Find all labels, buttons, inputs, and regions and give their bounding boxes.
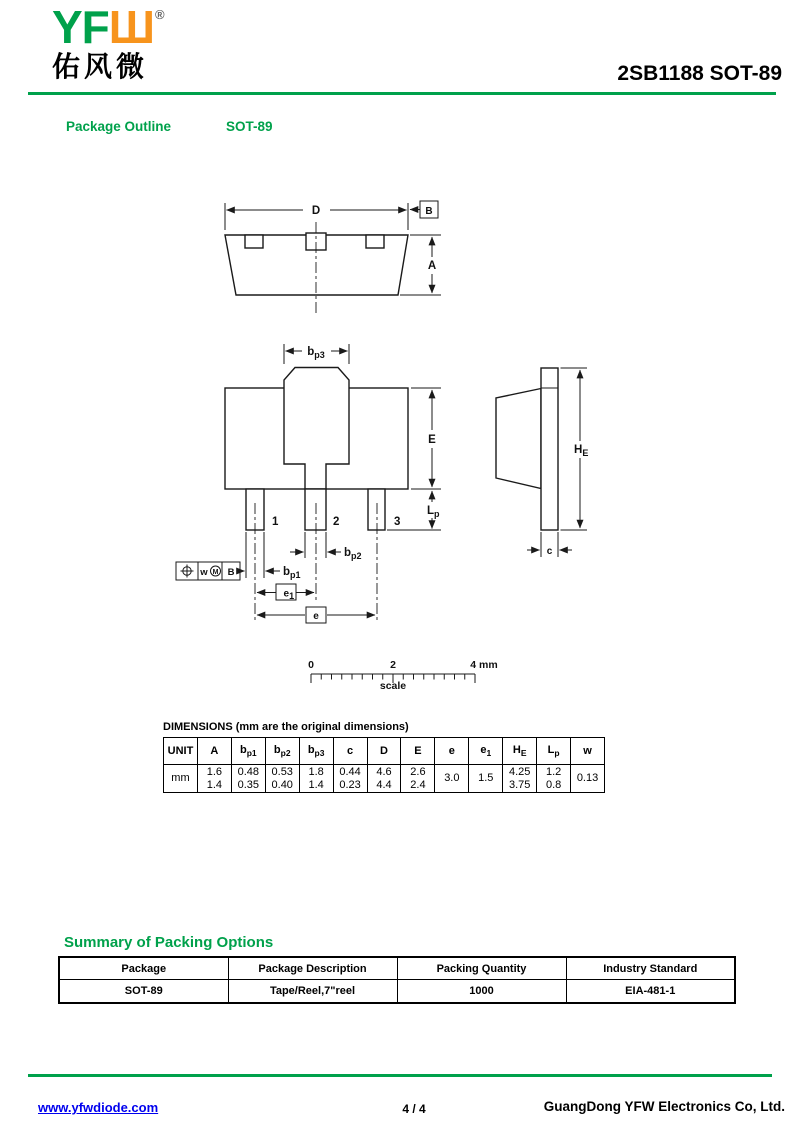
website-link[interactable]: www.yfwdiode.com [38,1100,159,1115]
dimensions-header-row [164,738,605,765]
packing-cell-description: Tape/Reel,7"reel [228,980,397,1004]
packing-options-title: Summary of Packing Options [64,934,274,951]
packing-col-quantity: Packing Quantity [397,957,566,980]
cell-e1: 1.5 [469,765,503,793]
dim-label-bp1: $b_{p1}$ [283,566,301,580]
document-title: 2SB1188 SOT-89 [617,62,782,85]
packing-data-row [59,980,735,1004]
section-heading: Package Outline [66,119,172,134]
col-HE: $H_E$ [503,738,537,765]
col-c: c [333,738,367,765]
cell-bp3: 1.8 1.4 [299,765,333,793]
position-tolerance-icon [181,565,194,578]
feature-control-frame [176,562,240,580]
dim-label-Lp: $L_p$ [427,505,440,519]
top-view-lead1-notch [245,235,263,248]
pin-number-1: 1 [272,516,279,528]
side-view-tab-lead-outline [541,368,558,530]
cell-bp2: 0.53 0.40 [265,765,299,793]
dimensions-value-row [164,765,605,793]
cell-bp1: 0.48 0.35 [231,765,265,793]
packing-options-block [58,934,736,1004]
scale-tick-2: 2 [390,659,396,671]
dim-label-bp3: $b_{p3}$ [307,346,325,360]
col-w: w [571,738,605,765]
cell-c: 0.44 0.23 [333,765,367,793]
dimensions-block [163,721,605,793]
col-Lp: $L_p$ [537,738,571,765]
dim-label-c: c [546,546,553,557]
mmc-icon [211,566,221,576]
packing-cell-quantity: 1000 [397,980,566,1004]
cell-A: 1.6 1.4 [197,765,231,793]
packing-header-row [59,957,735,980]
page-number: 4 / 4 [402,1102,426,1116]
dimensions-table [163,737,605,793]
cell-HE: 4.25 3.75 [503,765,537,793]
packing-col-description: Package Description [228,957,397,980]
col-D: D [367,738,401,765]
col-bp1: $b_{p1}$ [231,738,265,765]
dim-label-e: e [313,611,319,622]
col-bp2: $b_{p2}$ [265,738,299,765]
cell-D: 4.6 4.4 [367,765,401,793]
packing-col-standard: Industry Standard [566,957,735,980]
dim-label-bp2: $b_{p2}$ [344,547,362,561]
dim-label-e1: e1 [283,588,295,601]
cell-E: 2.6 2.4 [401,765,435,793]
col-e: e [435,738,469,765]
logo-chinese-name: 佑风微 [52,51,149,82]
dimensions-title: DIMENSIONS (mm are the original dimensions) [163,721,409,733]
cell-w: 0.13 [571,765,605,793]
scale-tick-4mm: 4 mm [470,659,498,671]
pin-number-2: 2 [333,516,340,528]
col-e1: $e_1$ [469,738,503,765]
lead-2 [305,489,326,530]
scale-tick-0: 0 [308,659,314,671]
datum-label-B: B [425,206,433,217]
col-A: A [197,738,231,765]
footer-rule [28,1074,772,1077]
scale-bar [308,659,498,692]
packing-cell-standard: EIA-481-1 [566,980,735,1004]
dim-label-A: A [427,260,437,272]
scale-caption: scale [379,680,407,692]
fcf-datum-label: B [227,567,235,578]
cell-Lp: 1.2 0.8 [537,765,571,793]
side-view-body-outline [496,389,541,489]
dim-label-E: E [428,434,436,446]
registered-icon: ® [155,7,164,22]
col-unit: UNIT [164,738,198,765]
pin-number-3: 3 [394,516,401,528]
top-view [225,201,441,316]
top-view-lead3-notch [366,235,384,248]
logo-w-glyph: Ш [108,1,155,53]
company-name: GuangDong YFW Electronics Co, Ltd. [543,1099,785,1114]
packing-cell-package: SOT-89 [59,980,228,1004]
col-bp3: $b_{p3}$ [299,738,333,765]
col-E: E [401,738,435,765]
lead-3 [368,489,385,530]
side-view [496,368,588,557]
front-view [176,344,441,623]
cell-e: 3.0 [435,765,469,793]
dim-label-D: D [311,205,321,217]
logo-yf-text: YF [52,1,109,53]
section-package-name: SOT-89 [226,119,273,134]
fcf-tolerance-label: w [200,567,208,578]
packing-options-table [58,956,736,1004]
svg-text:M: M [212,569,219,576]
cell-unit: mm [164,765,198,793]
packing-col-package: Package [59,957,228,980]
dim-label-HE: $H_E$ [574,444,589,458]
